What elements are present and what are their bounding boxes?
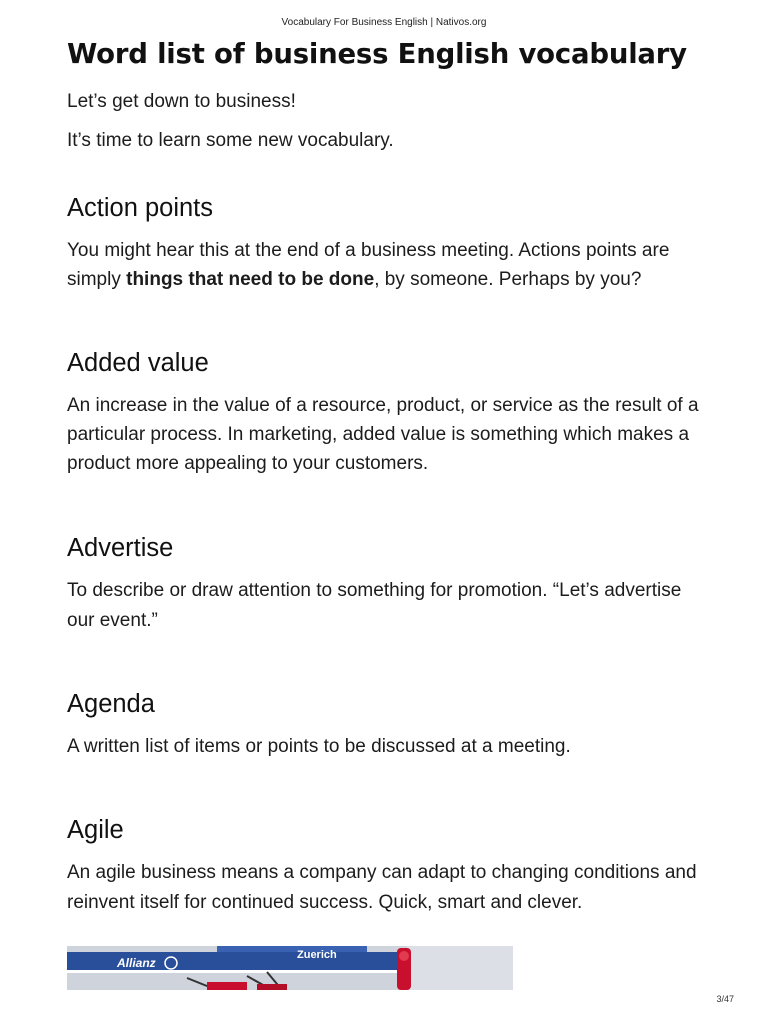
print-header-title: Vocabulary For Business English | Nativos.org bbox=[281, 17, 487, 28]
article bbox=[67, 34, 707, 917]
term-heading: Agenda bbox=[67, 690, 155, 719]
term-definition bbox=[67, 236, 707, 295]
definition-text: , by someone. Perhaps by you? bbox=[374, 269, 642, 291]
term-definition: An agile business means a company can adapt to changing conditions and reinvent itself for continued success. Quick, smart and clever. bbox=[67, 862, 697, 913]
term-heading: Action points bbox=[67, 194, 214, 222]
page-number: 3/47 bbox=[716, 994, 734, 1004]
photo-illustration bbox=[67, 946, 513, 990]
intro bbox=[67, 87, 707, 155]
photo-banner-text: Zuerich bbox=[297, 949, 337, 961]
term-agenda bbox=[67, 687, 707, 761]
term-added-value bbox=[67, 346, 707, 479]
term-action-points bbox=[67, 191, 707, 295]
term-definition: A written list of items or points to be discussed at a meeting. bbox=[67, 736, 571, 758]
article-photo bbox=[67, 946, 513, 990]
photo-banner-text: Allianz bbox=[117, 956, 156, 970]
term-heading: Agile bbox=[67, 816, 124, 845]
intro-line: Let’s get down to business! bbox=[67, 91, 296, 112]
page-title: Word list of business English vocabulary bbox=[67, 38, 687, 70]
term-definition: To describe or draw attention to something for promotion. “Let’s advertise our event.” bbox=[67, 580, 682, 631]
intro-line: It’s time to learn some new vocabulary. bbox=[67, 130, 394, 151]
term-heading: Added value bbox=[67, 348, 209, 377]
term-advertise bbox=[67, 531, 707, 635]
term-agile bbox=[67, 813, 707, 917]
definition-emphasis: things that need to be done bbox=[126, 269, 375, 291]
definition-text: You might hear this at the end of a business meeting. Actions points are simply bbox=[67, 240, 670, 291]
term-definition: An increase in the value of a resource, product, or service as the result of a particular process. In marketing, added value is something which makes a product more appealing to your customers. bbox=[67, 394, 699, 475]
term-heading: Advertise bbox=[67, 534, 174, 563]
